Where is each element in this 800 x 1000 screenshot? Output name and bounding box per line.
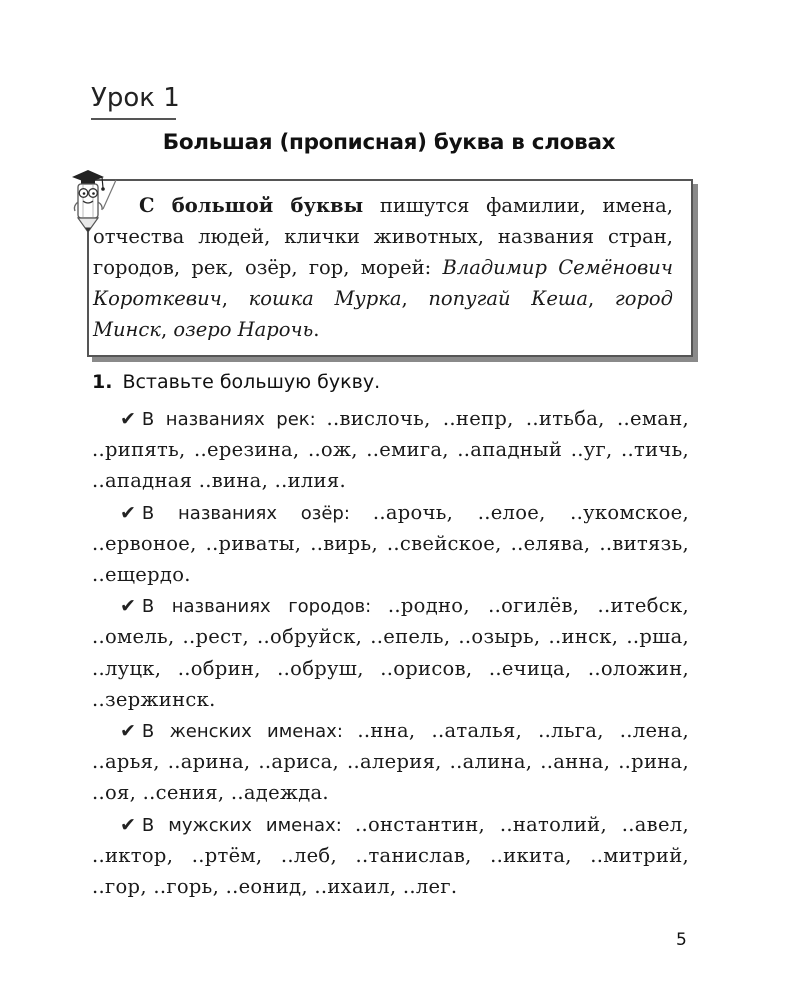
rule-example-sep: , [401,287,429,310]
pencil-mascot-icon [66,166,120,236]
section-words: ..нна, ..аталья, ..льга, ..лена, ..арья, ..арина, ..ариса, ..алерия, ..алина, ..анна, ..рина, ..оя, ..сения, ..адежда. [92,719,690,805]
rule-example-sep: . [313,318,320,341]
section-words: ..вислочь, ..непр, ..итьба, ..еман, ..рипять, ..ерезина, ..ож, ..емига, ..ападный ..уг, ..тичь, ..ападная ..вина, ..илия. [92,407,690,493]
exercise-section [92,591,689,716]
exercise-number: 1. [92,371,113,393]
exercise-instruction: Вставьте большую букву. [122,371,381,393]
lesson-title: Урок 1 [91,83,180,113]
rule-example: город Минск [93,287,674,341]
section-words: ..арочь, ..елое, ..укомское, ..ервоное, ..риваты, ..вирь, ..свейское, ..елява, ..витязь, ..ещердо. [92,500,690,587]
section-label: В названиях городов: [141,596,372,618]
section-label: В названиях рек: [141,409,316,430]
exercise-heading [92,371,380,393]
rule-example: озеро Нарочь [173,318,314,341]
section-label: В мужских именах: [141,814,342,836]
check-mark-icon: ✔ [120,813,136,836]
check-mark-icon: ✔ [120,408,136,430]
rule-example: Владимир Семёнович Короткевич [93,256,673,310]
rule-box [87,179,693,357]
topic-title: Большая (прописная) буква в словах [162,130,616,155]
section-label: В женских именах: [141,721,343,743]
exercise-section [92,498,689,592]
section-words: ..онстантин, ..натолий, ..авел, ..иктор, ..ртём, ..леб, ..танислав, ..икита, ..митрий, ..гор, ..горь, ..еонид, ..ихаил, ..лег. [92,812,689,899]
exercise-section [92,404,689,498]
rule-example-sep: , [587,287,615,310]
rule-example-sep: , [160,318,174,341]
rule-text [93,190,673,345]
check-mark-icon: ✔ [120,501,136,524]
check-mark-icon: ✔ [120,720,136,743]
rule-body: пишутся фамилии, имена, отчества людей, клички животных, названия стран, городов, рек, озёр, гор, морей: [93,194,673,279]
rule-example: попугай Кеша [428,287,588,310]
exercise-content [92,404,689,903]
section-words: ..родно, ..огилёв, ..итебск, ..омель, ..рест, ..обруйск, ..епель, ..озырь, ..инск, ..рша, ..луцк, ..обрин, ..обруш, ..орисов, ..ечица, ..оложин, ..зержинск. [92,594,689,711]
lesson-title-underline [91,118,176,120]
check-mark-icon: ✔ [120,595,136,618]
rule-example-sep: , [221,287,249,310]
exercise-section [92,716,689,810]
page-number: 5 [676,930,687,950]
exercise-section [92,810,689,904]
section-label: В названиях озёр: [141,502,350,524]
rule-lead: С большой буквы [139,194,364,217]
rule-example: кошка Мурка [248,287,402,310]
